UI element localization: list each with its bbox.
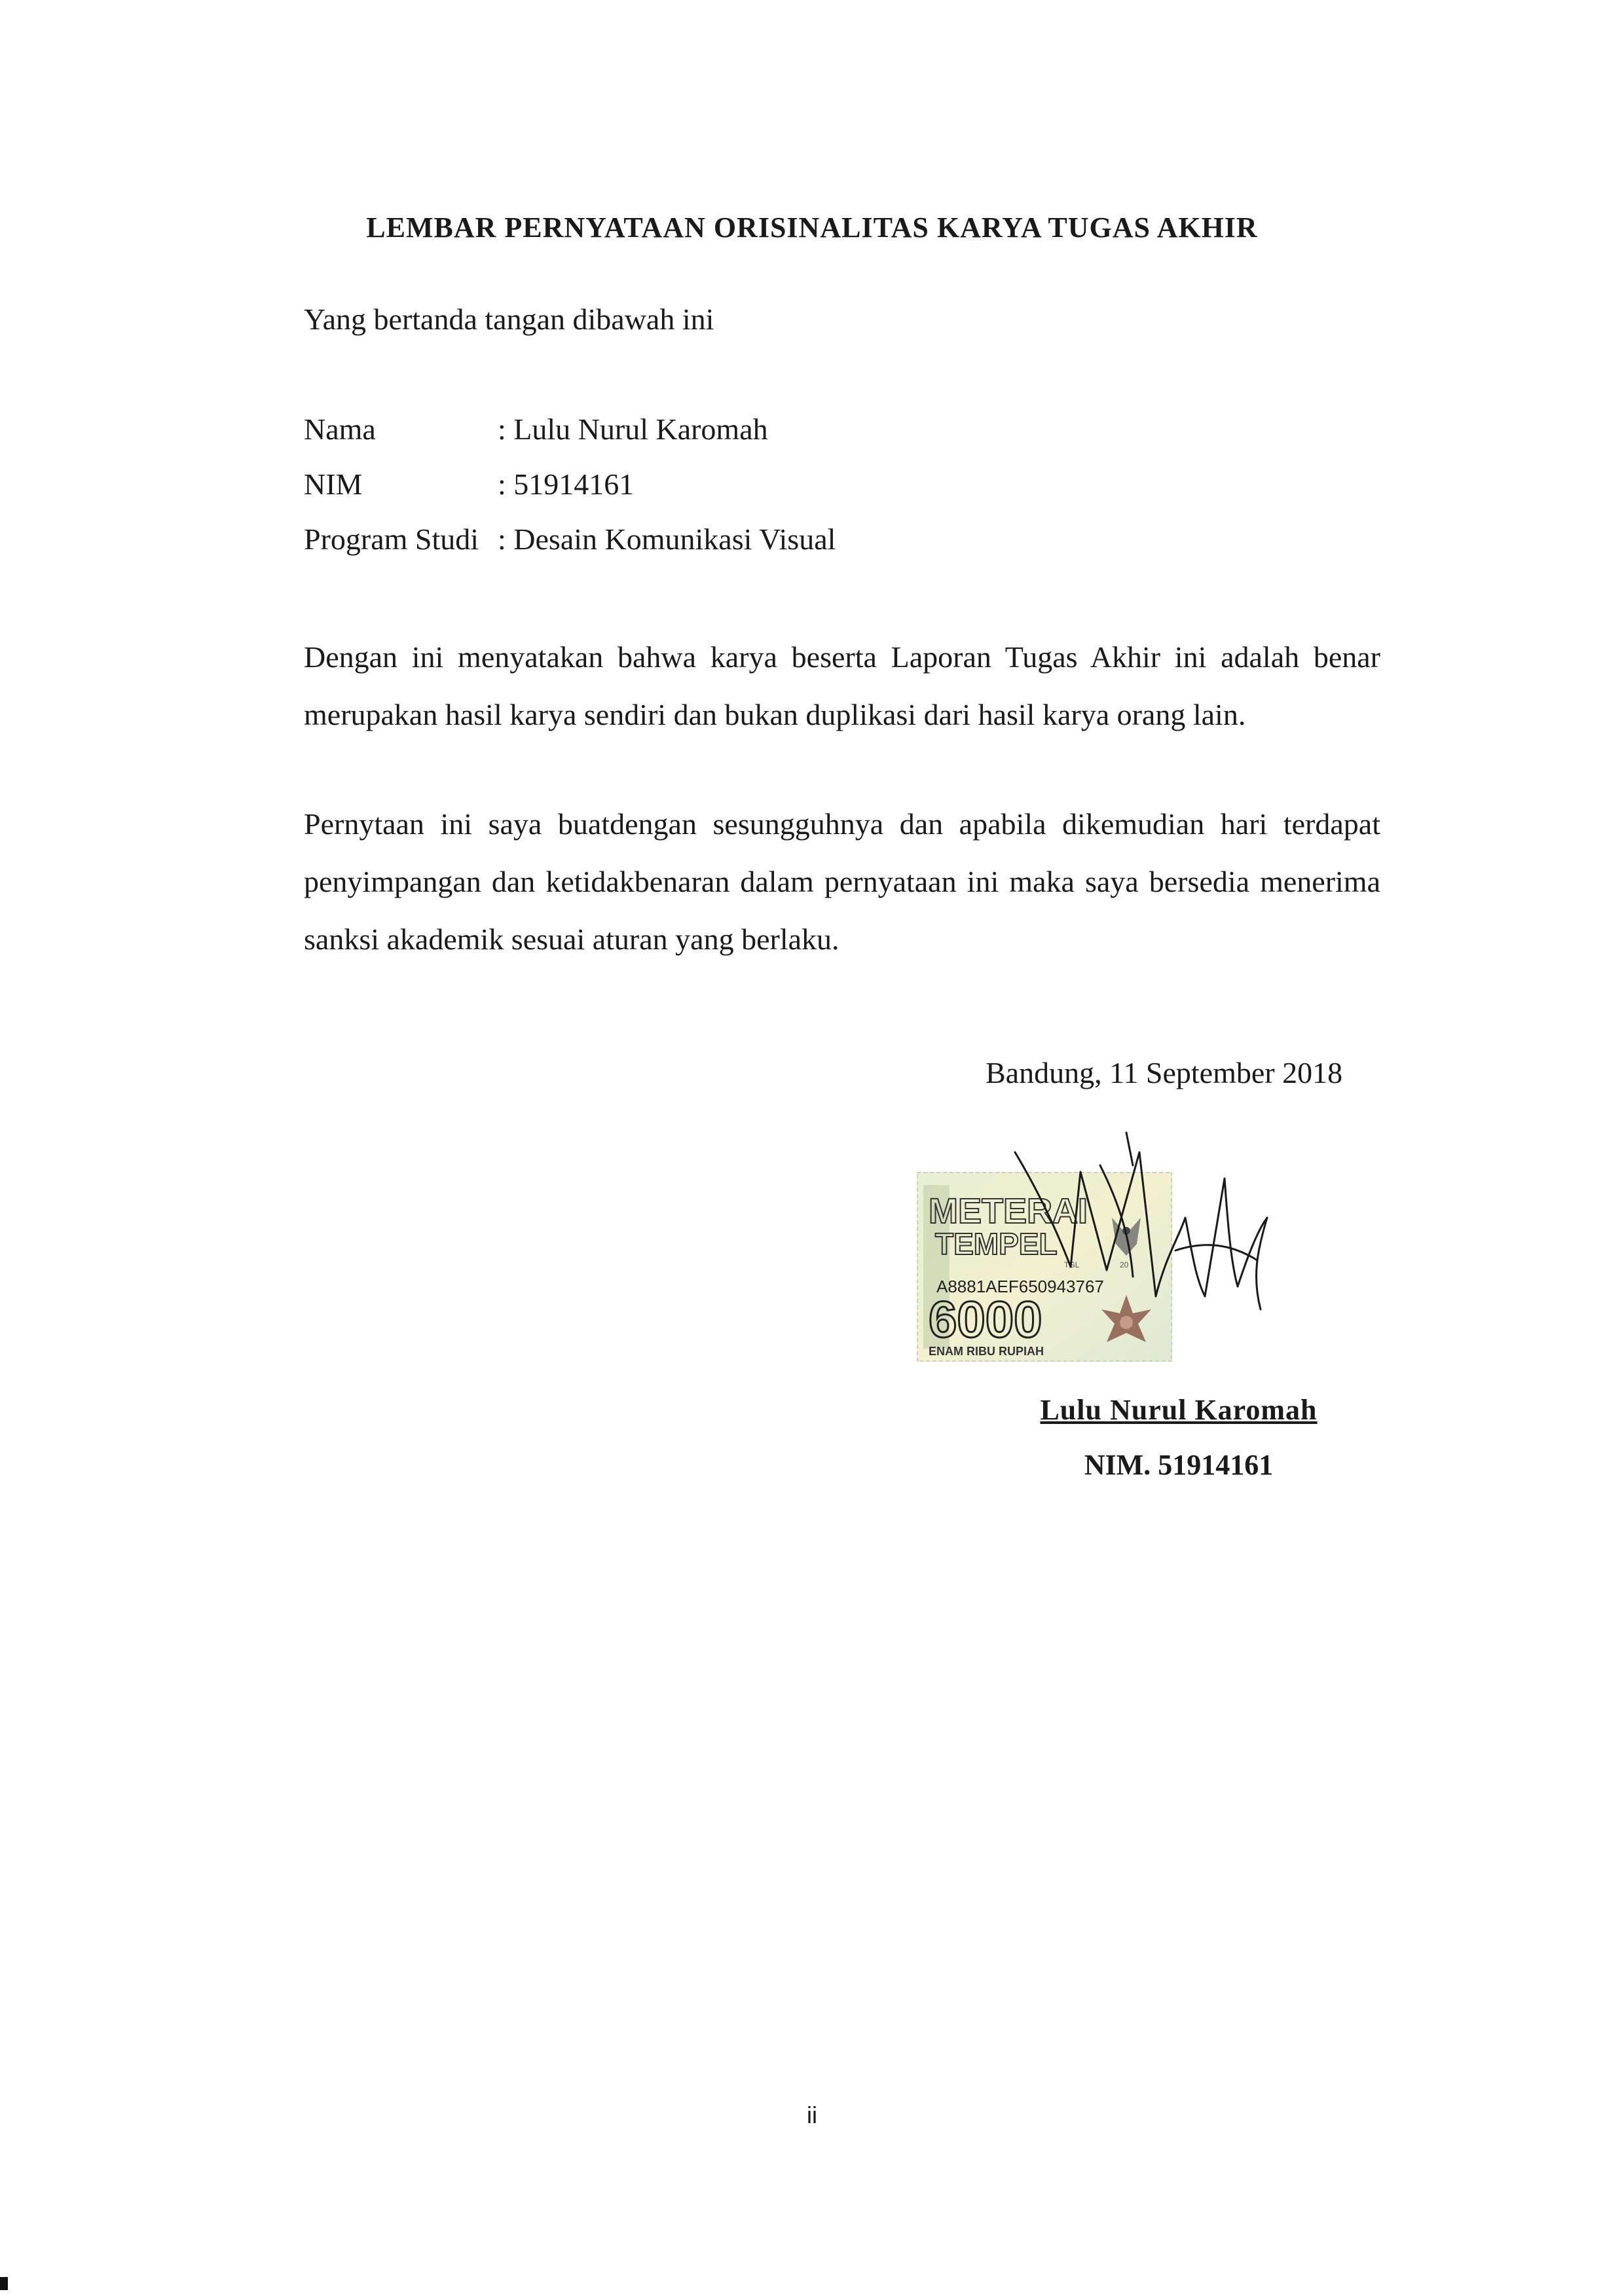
field-value-nama: : Lulu Nurul Karomah — [498, 412, 768, 446]
field-label-program-studi: Program Studi — [304, 522, 479, 556]
stamp-line1: METERAI — [929, 1192, 1088, 1231]
stamp-amount-words: ENAM RIBU RUPIAH — [929, 1345, 1044, 1358]
stamp-serial: A8881AEF650943767 — [936, 1277, 1104, 1296]
signer-nim: NIM. 51914161 — [1084, 1449, 1274, 1481]
intro-text: Yang bertanda tangan dibawah ini — [304, 302, 714, 336]
field-label-nama: Nama — [304, 412, 376, 446]
field-value-nim: : 51914161 — [498, 467, 635, 501]
signature-scribble — [1008, 1126, 1283, 1342]
document-title: LEMBAR PERNYATAAN ORISINALITAS KARYA TUGAS AKHIR — [366, 211, 1258, 244]
page-number: ii — [807, 2102, 817, 2128]
stamp-amount: 6000 — [929, 1290, 1043, 1348]
stamp-line2: TEMPEL — [935, 1227, 1058, 1261]
field-label-nim: NIM — [304, 467, 363, 501]
signer-name: Lulu Nurul Karomah — [1040, 1394, 1318, 1426]
statement-paragraph-1: Dengan ini menyatakan bahwa karya beserta Laporan Tugas Akhir ini adalah benar merupakan hasil karya sendiri dan bukan duplikasi dari hasil karya orang lain. — [304, 640, 1380, 731]
stamp-tgl: TGL — [1064, 1260, 1080, 1269]
place-date: Bandung, 11 September 2018 — [986, 1056, 1343, 1089]
field-value-program-studi: : Desain Komunikasi Visual — [498, 522, 836, 556]
statement-paragraph-2: Pernytaan ini saya buatdengan sesungguhnya dan apabila dikemudian hari terdapat penyimpangan dan ketidakbenaran dalam pernyataan ini maka saya bersedia menerima sanksi akademik sesuai aturan yang berlaku. — [304, 807, 1380, 956]
stamp-year: 20 — [1120, 1260, 1129, 1269]
scan-mark — [0, 2277, 8, 2290]
